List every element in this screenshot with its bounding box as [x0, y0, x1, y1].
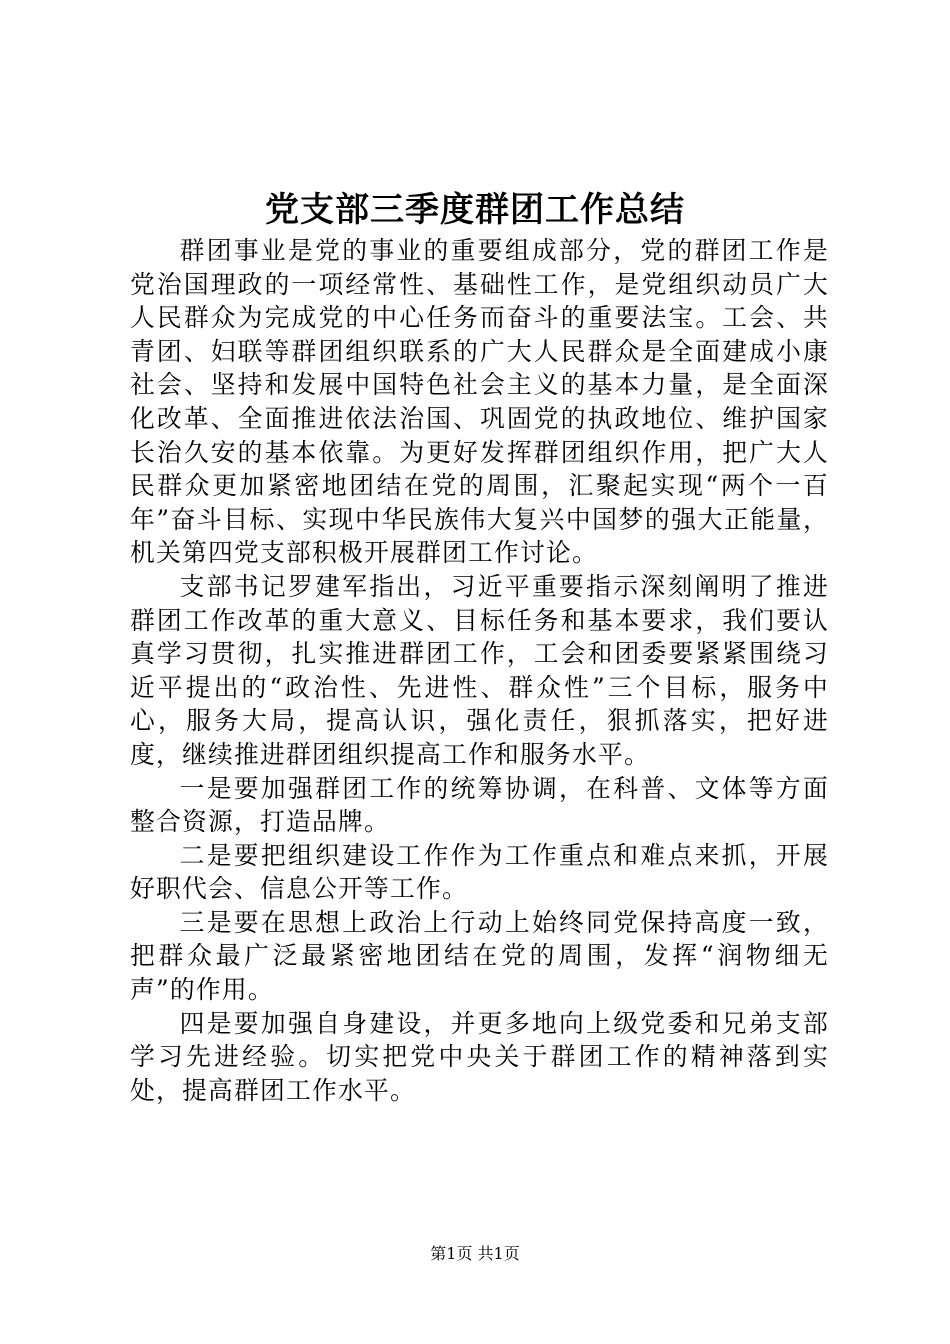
paragraph-point-two: 二是要把组织建设工作作为工作重点和难点来抓，开展好职代会、信息公开等工作。: [130, 840, 829, 904]
document-title: 党支部三季度群团工作总结: [265, 190, 685, 230]
paragraph-intro: 群团事业是党的事业的重要组成部分，党的群团工作是党治国理政的一项经常性、基础性工作，是党组织动员广大人民群众为完成党的中心任务而奋斗的重要法宝。工会、共青团、妇联等群团组织联系的广大人民群众是全面建成小康社会、坚持和发展中国特色社会主义的基本力量，是全面深化改革、全面推进依法治国、巩固党的执政地位、维护国家长治久安的基本依靠。为更好发挥群团组织作用，把广大人民群众更加紧密地团结在党的周围，汇聚起实现“两个一百年”奋斗目标、实现中华民族伟大复兴中国梦的强大正能量，机关第四党支部积极开展群团工作讨论。: [130, 236, 829, 568]
paragraph-secretary-remarks: 支部书记罗建军指出，习近平重要指示深刻阐明了推进群团工作改革的重大意义、目标任务和基本要求，我们要认真学习贯彻，扎实推进群团工作，工会和团委要紧紧围绕习近平提出的“政治性、先进性、群众性”三个目标，服务中心，服务大局，提高认识，强化责任，狠抓落实，把好进度，继续推进群团组织提高工作和服务水平。: [130, 571, 829, 769]
page-number-footer: 第1页 共1页: [430, 1244, 520, 1263]
paragraph-point-three: 三是要在思想上政治上行动上始终同党保持高度一致，把群众最广泛最紧密地团结在党的周围，发挥“润物细无声”的作用。: [130, 907, 829, 1005]
document-body: [130, 234, 829, 1107]
paragraph-point-one: 一是要加强群团工作的统筹协调，在科普、文体等方面整合资源，打造品牌。: [130, 773, 829, 837]
paragraph-point-four: 四是要加强自身建设，并更多地向上级党委和兄弟支部学习先进经验。切实把党中央关于群团工作的精神落到实处，提高群团工作水平。: [130, 1008, 829, 1105]
